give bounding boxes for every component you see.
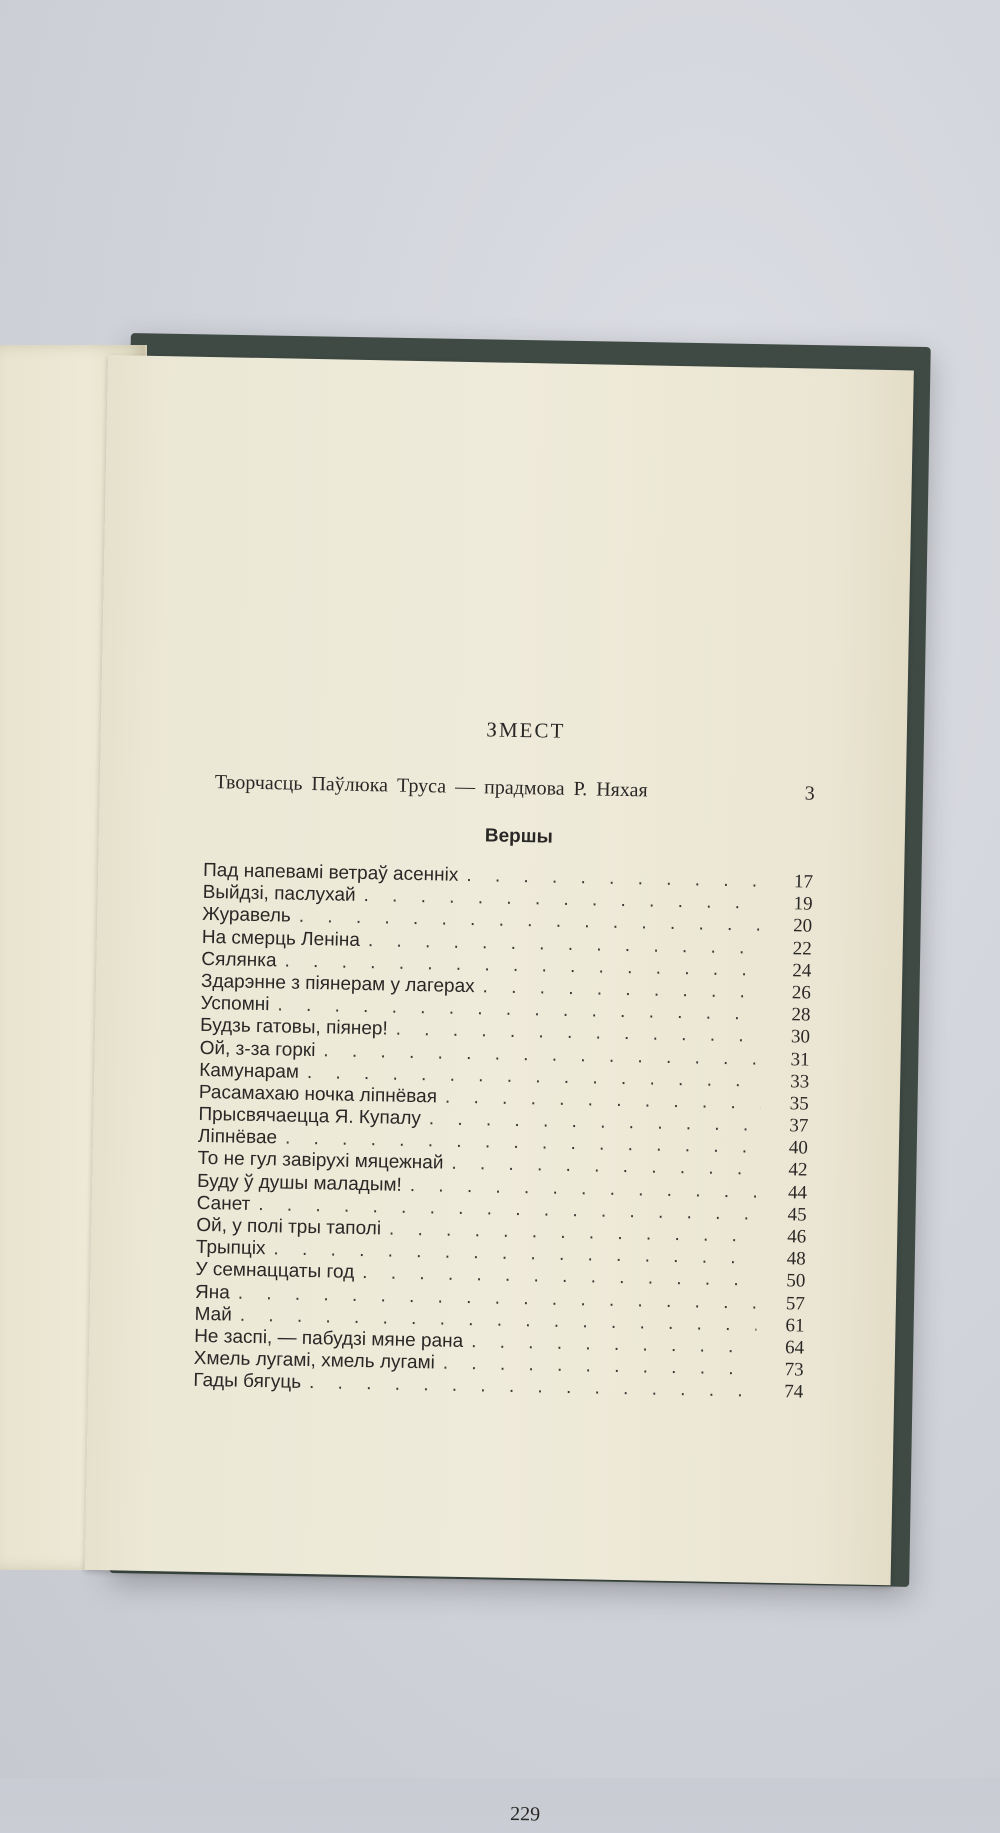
entry-page: 42 [788,1159,808,1182]
entry-page: 73 [784,1359,804,1381]
right-page [85,355,914,1826]
entry-page: 64 [784,1337,805,1359]
page-number: 229 [509,1802,541,1826]
entry-title: Журавель [202,904,292,927]
entry-page: 45 [787,1204,807,1226]
entry-page: 50 [786,1270,806,1292]
entry-title: Май [194,1303,233,1326]
entry-title: Хмель лугамі, хмель лугамі [193,1347,436,1374]
toc-title: ЗМЕСТ [486,717,566,743]
entry-page: 26 [791,982,812,1004]
entry-title: Трыпціх [195,1237,266,1260]
entry-title: Прысвячаецца Я. Купалу [198,1103,422,1130]
entry-title: Гады бягуць [193,1370,302,1394]
entry-title: То не гул завірухі мяцежнай [197,1148,444,1175]
entry-page: 61 [785,1314,805,1337]
entry-title: Расамахаю ночка ліпнёвая [198,1081,438,1108]
entry-page: 19 [793,893,813,915]
entry-page: 33 [789,1070,810,1093]
entry-page: 24 [792,960,812,982]
entry-page: 48 [786,1248,806,1270]
entry-page: 57 [785,1292,806,1315]
entry-page: 44 [787,1181,808,1204]
entry-page: 35 [789,1093,809,1115]
preface-title: Творчасць Паўлюка Труса — прадмова Р. Няхая [214,771,648,802]
entry-page: 31 [790,1048,810,1071]
entry-title: У семнаццаты год [195,1259,355,1284]
entry-page: 74 [784,1381,804,1403]
table-of-contents [183,712,816,1826]
entry-title: Будзь гатовы, піянер! [199,1015,388,1040]
entry-page: 20 [792,915,813,937]
entry-page: 22 [792,937,812,960]
entry-title: Ой, з-за горкі [199,1037,316,1061]
entry-page: 37 [789,1115,809,1137]
entry-title: Камунарам [199,1059,300,1083]
entry-title: Яна [194,1281,231,1304]
entry-title: Ліпнёвае [197,1126,278,1149]
entry-title: Не заспі, — пабудзі мяне рана [193,1325,464,1352]
entry-title: Успомні [200,993,270,1016]
entry-title: Сялянка [201,948,277,972]
entry-title: Буду ў душы маладым! [196,1170,403,1196]
entry-title: Выйдзі, паслухай [202,882,356,907]
entry-page: 17 [793,871,814,893]
entry-page: 30 [790,1026,811,1048]
entry-title: Ой, у полі тры таполі [196,1214,382,1240]
entry-page: 28 [791,1004,811,1026]
entry-title: На смерць Леніна [201,926,361,951]
preface-entry [195,771,815,806]
entry-title: Санет [196,1192,251,1215]
toc-entries [183,860,813,1404]
entry-page: 46 [786,1226,807,1248]
entry-title: Пад напевамі ветраў асенніх [202,859,459,886]
entry-title: Здарэнне з піянерам у лагерах [200,970,475,998]
preface-page: 3 [804,782,815,805]
entry-page: 40 [788,1137,809,1159]
section-title: Вершы [484,825,554,848]
